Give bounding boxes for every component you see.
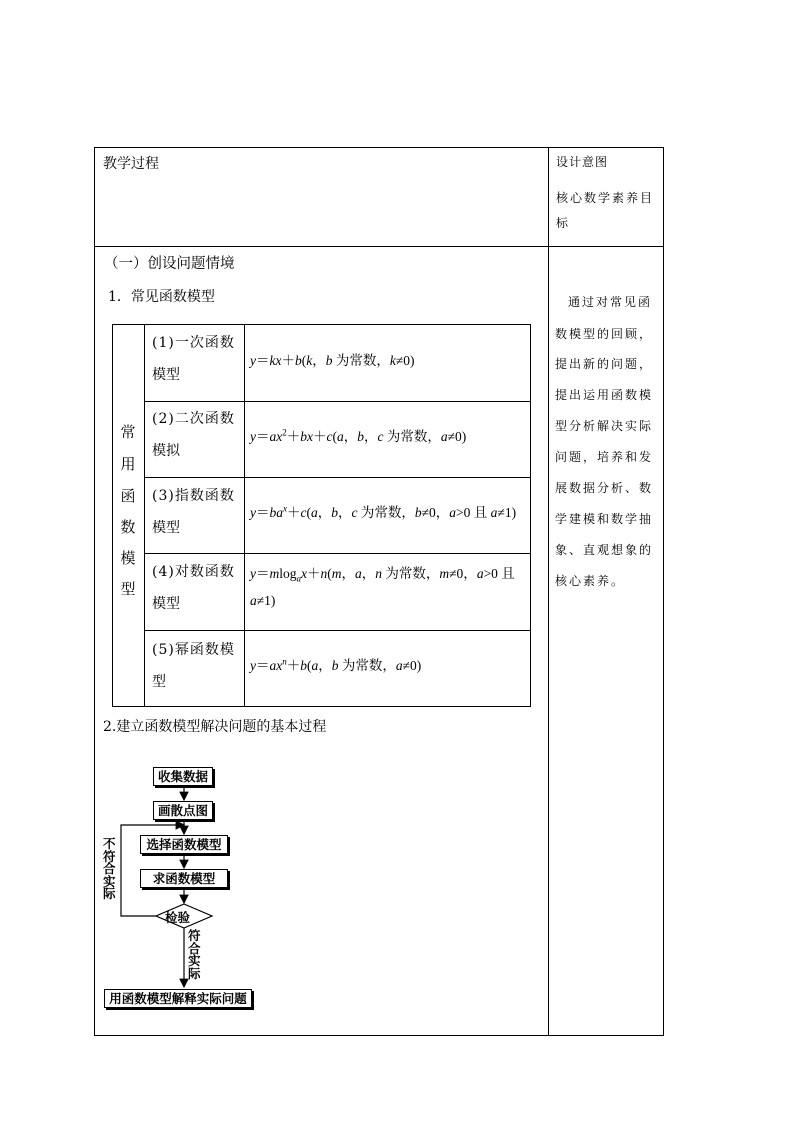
flow-step-solve-model: 求函数模型 xyxy=(140,869,228,888)
model-name: 模型 xyxy=(152,596,180,612)
header-right-subtitle-2: 标 xyxy=(556,216,569,230)
model-name: (1)一次函数 xyxy=(152,335,235,351)
table-column-divider xyxy=(548,147,549,1036)
intent-line: 学建模和数学抽 xyxy=(555,512,654,526)
table-header-divider xyxy=(94,246,664,247)
intent-line: 核心素养。 xyxy=(555,574,626,588)
section-sub1: 1．常见函数模型 xyxy=(108,289,215,305)
side-label-char: 数 xyxy=(120,518,136,536)
side-label-char: 常 xyxy=(120,423,136,441)
table-border-bottom xyxy=(94,1035,664,1036)
model-formula: $y=ba^x+c(a$，b，c 为常数，b≠0，a>0 且 a≠1) xyxy=(250,503,517,520)
model-name: 模型 xyxy=(152,520,180,536)
flowchart-connectors xyxy=(90,760,290,1020)
intent-line: 提出新的问题， xyxy=(555,357,654,371)
header-left-title: 教学过程 xyxy=(103,156,159,172)
flow-no-label: 不 符 合 实 际 xyxy=(103,836,116,901)
flow-final-step: 用函数模型解释实际问题 xyxy=(104,989,252,1008)
model-formula: $y=ax^2+bx+c(a$，b，c 为常数，a≠0) xyxy=(250,427,467,444)
flow-step-choose-model: 选择函数模型 xyxy=(140,835,228,854)
table-border-right xyxy=(663,147,664,1036)
intent-line: 问题，培养和发 xyxy=(555,450,654,464)
model-name: (2)二次函数 xyxy=(152,411,235,427)
flow-step-collect-data: 收集数据 xyxy=(153,767,213,786)
intent-line: 数模型的回顾， xyxy=(555,327,654,341)
side-label-char: 型 xyxy=(120,580,136,598)
header-right-subtitle-1: 核心数学素养目 xyxy=(556,191,655,205)
flow-check-label: 检验 xyxy=(165,910,191,925)
model-name: 模型 xyxy=(152,367,180,383)
intent-line: 象、直观想象的 xyxy=(555,543,654,557)
model-name: 模拟 xyxy=(152,443,180,459)
flow-yes-label: 符 合 实 际 xyxy=(188,928,201,981)
intent-line: 通过对常见函 xyxy=(568,295,653,309)
model-name: (4)对数函数 xyxy=(152,564,235,580)
section-heading: （一）创设问题情境 xyxy=(104,256,235,272)
side-label-char: 用 xyxy=(120,455,136,473)
model-formula: y＝mlog$_a$x＋n(m，a，n 为常数，m≠0，a>0 且 xyxy=(250,566,515,584)
intent-line: 提出运用函数模 xyxy=(555,388,654,402)
intent-line: 展数据分析、数 xyxy=(555,481,654,495)
model-name: 型 xyxy=(152,674,166,690)
side-label-char: 函 xyxy=(120,487,136,505)
side-label-char: 模 xyxy=(120,549,136,567)
model-name: (5)幂函数模 xyxy=(152,642,235,658)
table-border-top xyxy=(94,147,664,148)
section-sub2: 2.建立函数模型解决问题的基本过程 xyxy=(103,719,327,735)
model-name: (3)指数函数 xyxy=(152,488,235,504)
model-formula: $y=ax^n+b(a$，b 为常数，a≠0) xyxy=(250,656,422,673)
flow-step-scatter-plot: 画散点图 xyxy=(153,801,213,820)
model-formula: y＝kx＋b(k，b 为常数，k≠0) xyxy=(250,353,415,368)
model-formula: a≠1) xyxy=(250,593,276,608)
intent-line: 型分析解决实际 xyxy=(555,419,654,433)
header-right-title: 设计意图 xyxy=(556,155,609,169)
